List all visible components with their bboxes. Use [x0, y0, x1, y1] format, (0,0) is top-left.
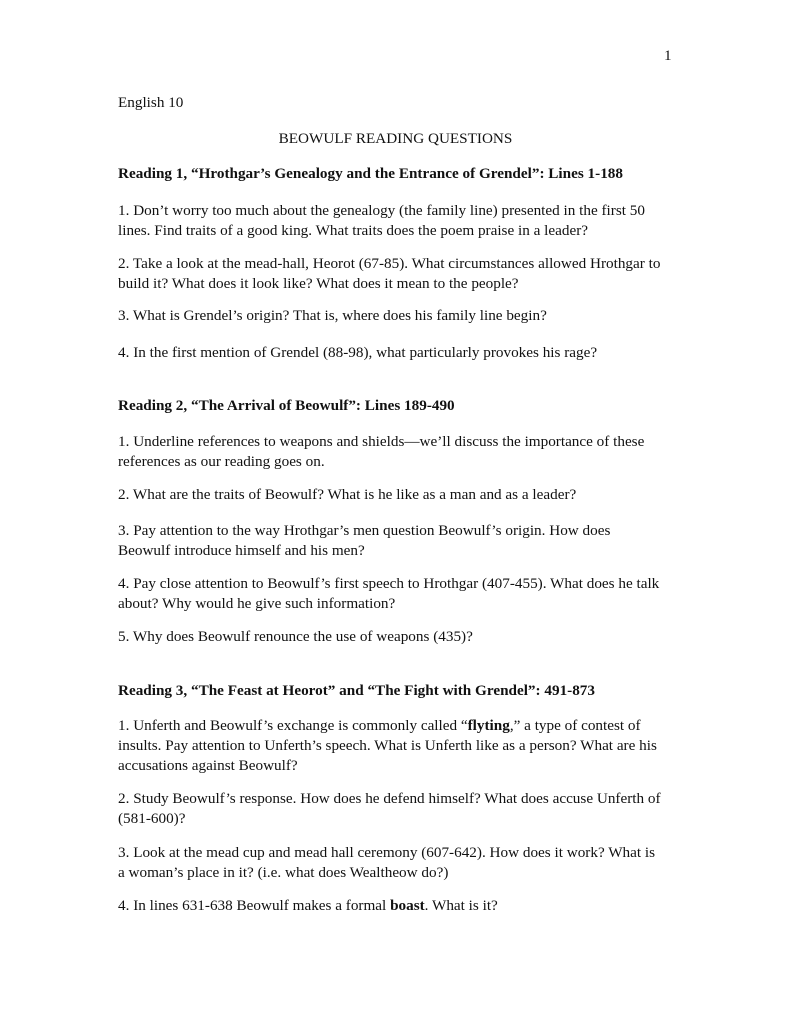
question-line: (581-600)?	[118, 810, 186, 827]
question-text: 4. In lines 631-638 Beowulf makes a formal	[118, 897, 391, 914]
reading-2-question-4	[118, 574, 678, 614]
reading-3-question-3	[118, 843, 678, 883]
reading-2-question-1	[118, 432, 678, 472]
reading-2-question-2	[118, 485, 678, 505]
question-line: insults. Pay attention to Unferth’s speech. What is Unferth like as a person? What are his	[118, 737, 657, 754]
page-number: 1	[664, 47, 672, 64]
question-text: . What is it?	[424, 897, 498, 914]
question-line: 2. Study Beowulf’s response. How does he defend himself? What does accuse Unferth of	[118, 790, 661, 807]
question-line: 2. Take a look at the mead-hall, Heorot (67-85). What circumstances allowed Hrothgar to	[118, 255, 661, 272]
question-line: 4. Pay close attention to Beowulf’s first speech to Hrothgar (407-455). What does he talk	[118, 575, 660, 592]
question-line: 1. Underline references to weapons and shields—we’ll discuss the importance of these	[118, 433, 645, 450]
question-line: 2. What are the traits of Beowulf? What is he like as a man and as a leader?	[118, 486, 577, 503]
reading-3-question-4	[118, 896, 678, 916]
reading-2-question-3	[118, 521, 678, 561]
reading-1-question-2	[118, 254, 678, 294]
question-line: references as our reading goes on.	[118, 453, 325, 470]
question-text: ,” a type of contest of	[509, 717, 641, 734]
reading-1-question-1	[118, 201, 678, 241]
term-flyting: flyting	[467, 717, 510, 734]
reading-1-question-3	[118, 306, 678, 326]
question-line: 1. Don’t worry too much about the genealogy (the family line) presented in the first 50	[118, 202, 645, 219]
reading-3-question-1	[118, 716, 678, 776]
document-title: BEOWULF READING QUESTIONS	[278, 130, 513, 147]
course-label: English 10	[118, 94, 184, 111]
question-line: about? Why would he give such information?	[118, 595, 396, 612]
question-line: a woman’s place in it? (i.e. what does Wealtheow do?)	[118, 864, 449, 881]
reading-1-question-4	[118, 343, 678, 363]
term-boast: boast	[390, 897, 425, 914]
reading-2-question-5	[118, 627, 678, 647]
question-line: 3. What is Grendel’s origin? That is, where does his family line begin?	[118, 307, 547, 324]
reading-3-question-2	[118, 789, 678, 829]
question-line: 4. In the first mention of Grendel (88-98), what particularly provokes his rage?	[118, 344, 598, 361]
question-text: 1. Unferth and Beowulf’s exchange is commonly called “	[118, 717, 468, 734]
reading-2-heading: Reading 2, “The Arrival of Beowulf”: Lines 189-490	[118, 397, 455, 414]
question-line: 3. Pay attention to the way Hrothgar’s men question Beowulf’s origin. How does	[118, 522, 611, 539]
reading-1-heading: Reading 1, “Hrothgar’s Genealogy and the Entrance of Grendel”: Lines 1-188	[118, 165, 623, 182]
reading-3-heading: Reading 3, “The Feast at Heorot” and “The Fight with Grendel”: 491-873	[118, 682, 595, 699]
question-line: 5. Why does Beowulf renounce the use of weapons (435)?	[118, 628, 473, 645]
question-line: accusations against Beowulf?	[118, 757, 298, 774]
question-line: lines. Find traits of a good king. What traits does the poem praise in a leader?	[118, 222, 588, 239]
question-line: 3. Look at the mead cup and mead hall ceremony (607-642). How does it work? What is	[118, 844, 656, 861]
question-line: Beowulf introduce himself and his men?	[118, 542, 365, 559]
question-line: build it? What does it look like? What does it mean to the people?	[118, 275, 519, 292]
